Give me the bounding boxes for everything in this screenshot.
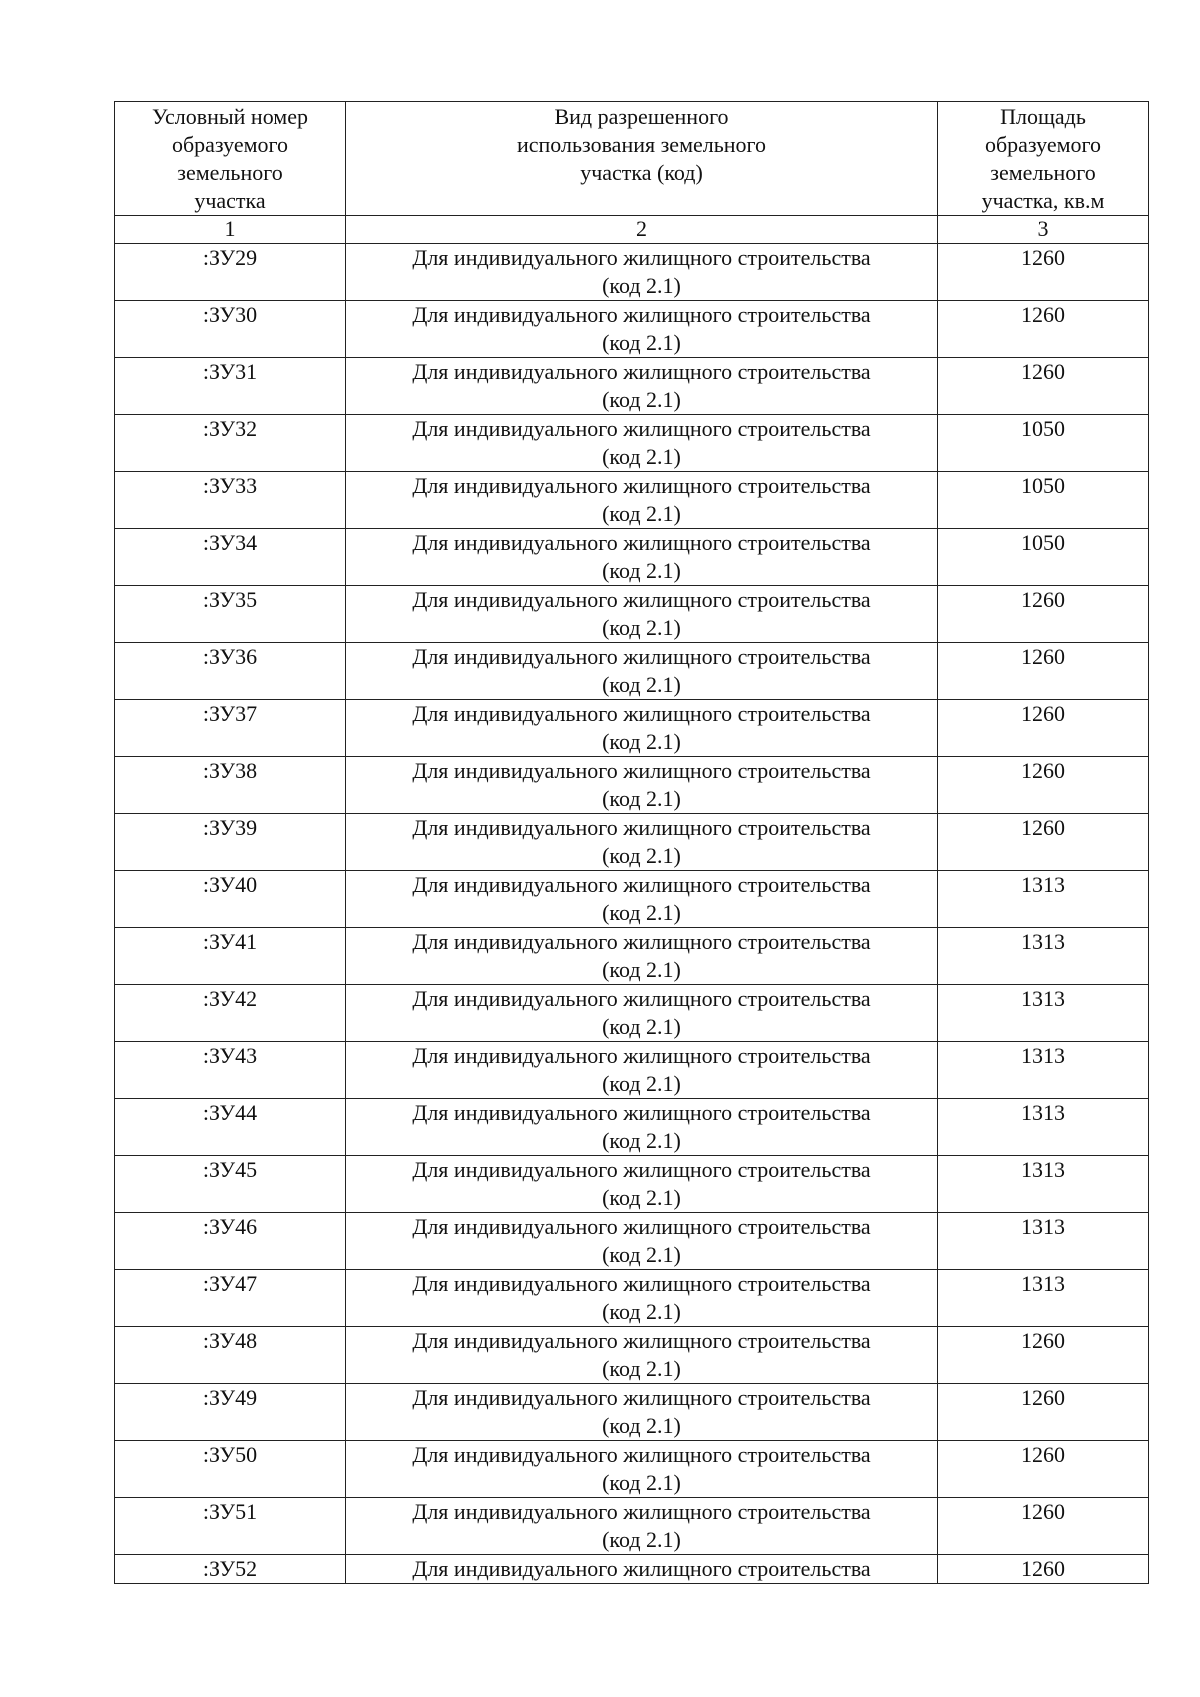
use-code-text: (код 2.1): [602, 1185, 681, 1210]
plot-number-cell: :ЗУ39: [115, 814, 346, 871]
permitted-use-cell: [346, 1498, 938, 1555]
table-row: [115, 1498, 1149, 1555]
use-code-text: (код 2.1): [602, 558, 681, 583]
permitted-use-text: Для индивидуального жилищного строительства: [412, 1271, 871, 1296]
plot-number-cell: :ЗУ38: [115, 757, 346, 814]
permitted-use-text: Для индивидуального жилищного строительства: [412, 530, 871, 555]
permitted-use-cell: [346, 1555, 938, 1584]
area-cell: 1313: [938, 985, 1149, 1042]
use-code-text: (код 2.1): [602, 1242, 681, 1267]
permitted-use-text: Для индивидуального жилищного строительства: [412, 1328, 871, 1353]
use-code-text: (код 2.1): [602, 957, 681, 982]
table-body: [115, 244, 1149, 1584]
use-code-text: (код 2.1): [602, 1014, 681, 1039]
plot-number-cell: :ЗУ29: [115, 244, 346, 301]
table-row: [115, 1156, 1149, 1213]
area-cell: 1260: [938, 757, 1149, 814]
area-cell: 1260: [938, 1384, 1149, 1441]
table-row: [115, 472, 1149, 529]
area-cell: 1313: [938, 1042, 1149, 1099]
permitted-use-text: Для индивидуального жилищного строительства: [412, 1385, 871, 1410]
use-code-text: (код 2.1): [602, 1413, 681, 1438]
table-row: [115, 1441, 1149, 1498]
permitted-use-cell: [346, 358, 938, 415]
use-code-text: (код 2.1): [602, 1299, 681, 1324]
area-cell: 1260: [938, 1498, 1149, 1555]
plot-number-cell: :ЗУ33: [115, 472, 346, 529]
permitted-use-text: Для индивидуального жилищного строительства: [412, 872, 871, 897]
table-row: [115, 643, 1149, 700]
permitted-use-cell: [346, 472, 938, 529]
plot-number-cell: :ЗУ31: [115, 358, 346, 415]
plot-number-cell: :ЗУ43: [115, 1042, 346, 1099]
permitted-use-cell: [346, 1213, 938, 1270]
area-cell: 1313: [938, 1270, 1149, 1327]
plot-number-cell: :ЗУ47: [115, 1270, 346, 1327]
table-row: [115, 814, 1149, 871]
header-plot-number: Условный номер образуемого земельного участка: [115, 102, 346, 216]
area-cell: 1050: [938, 415, 1149, 472]
table-row: [115, 1213, 1149, 1270]
land-plots-table: [114, 101, 1149, 1584]
column-number: 1: [115, 216, 346, 244]
plot-number-cell: :ЗУ32: [115, 415, 346, 472]
use-code-text: (код 2.1): [602, 786, 681, 811]
permitted-use-cell: [346, 301, 938, 358]
area-cell: 1260: [938, 1327, 1149, 1384]
permitted-use-text: Для индивидуального жилищного строительства: [412, 1157, 871, 1182]
plot-number-cell: :ЗУ40: [115, 871, 346, 928]
permitted-use-text: Для индивидуального жилищного строительства: [412, 815, 871, 840]
area-cell: 1313: [938, 871, 1149, 928]
permitted-use-cell: [346, 643, 938, 700]
permitted-use-text: Для индивидуального жилищного строительства: [412, 245, 871, 270]
area-cell: 1260: [938, 700, 1149, 757]
table-row: [115, 1384, 1149, 1441]
permitted-use-cell: [346, 700, 938, 757]
use-code-text: (код 2.1): [602, 330, 681, 355]
table-row: [115, 871, 1149, 928]
plot-number-cell: :ЗУ41: [115, 928, 346, 985]
permitted-use-cell: [346, 985, 938, 1042]
permitted-use-text: Для индивидуального жилищного строительства: [412, 1442, 871, 1467]
plot-number-cell: :ЗУ50: [115, 1441, 346, 1498]
area-cell: 1313: [938, 1099, 1149, 1156]
table-row: [115, 1327, 1149, 1384]
plot-number-cell: :ЗУ35: [115, 586, 346, 643]
permitted-use-text: Для индивидуального жилищного строительства: [412, 1214, 871, 1239]
permitted-use-text: Для индивидуального жилищного строительства: [412, 416, 871, 441]
table-row: [115, 586, 1149, 643]
permitted-use-text: Для индивидуального жилищного строительства: [412, 929, 871, 954]
use-code-text: (код 2.1): [602, 387, 681, 412]
area-cell: 1260: [938, 1555, 1149, 1584]
area-cell: 1260: [938, 643, 1149, 700]
header-area: Площадь образуемого земельного участка, кв.м: [938, 102, 1149, 216]
table-row: [115, 301, 1149, 358]
permitted-use-text: Для индивидуального жилищного строительства: [412, 758, 871, 783]
permitted-use-text: Для индивидуального жилищного строительства: [412, 701, 871, 726]
permitted-use-cell: [346, 928, 938, 985]
use-code-text: (код 2.1): [602, 843, 681, 868]
table-row: [115, 1099, 1149, 1156]
plot-number-cell: :ЗУ44: [115, 1099, 346, 1156]
column-number: 3: [938, 216, 1149, 244]
use-code-text: (код 2.1): [602, 1470, 681, 1495]
area-cell: 1050: [938, 529, 1149, 586]
use-code-text: (код 2.1): [602, 1128, 681, 1153]
permitted-use-text: Для индивидуального жилищного строительства: [412, 473, 871, 498]
plot-number-cell: :ЗУ49: [115, 1384, 346, 1441]
area-cell: 1260: [938, 244, 1149, 301]
permitted-use-text: Для индивидуального жилищного строительства: [412, 359, 871, 384]
permitted-use-text: Для индивидуального жилищного строительства: [412, 1043, 871, 1068]
plot-number-cell: :ЗУ37: [115, 700, 346, 757]
permitted-use-cell: [346, 1441, 938, 1498]
table-row: [115, 985, 1149, 1042]
permitted-use-cell: [346, 1327, 938, 1384]
permitted-use-text: Для индивидуального жилищного строительства: [412, 302, 871, 327]
table-row: [115, 1270, 1149, 1327]
header-row: [115, 102, 1149, 216]
area-cell: 1260: [938, 814, 1149, 871]
area-cell: 1050: [938, 472, 1149, 529]
permitted-use-text: Для индивидуального жилищного строительства: [412, 644, 871, 669]
permitted-use-cell: [346, 757, 938, 814]
plot-number-cell: :ЗУ52: [115, 1555, 346, 1584]
table-row: [115, 1555, 1149, 1584]
plot-number-cell: :ЗУ42: [115, 985, 346, 1042]
plot-number-cell: :ЗУ51: [115, 1498, 346, 1555]
permitted-use-cell: [346, 814, 938, 871]
area-cell: 1260: [938, 358, 1149, 415]
use-code-text: (код 2.1): [602, 273, 681, 298]
area-cell: 1313: [938, 928, 1149, 985]
use-code-text: (код 2.1): [602, 729, 681, 754]
table-row: [115, 244, 1149, 301]
permitted-use-cell: [346, 1156, 938, 1213]
permitted-use-text: Для индивидуального жилищного строительства: [412, 986, 871, 1011]
area-cell: 1260: [938, 586, 1149, 643]
permitted-use-text: Для индивидуального жилищного строительства: [412, 1556, 871, 1581]
plot-number-cell: :ЗУ48: [115, 1327, 346, 1384]
permitted-use-cell: [346, 1270, 938, 1327]
column-number-row: [115, 216, 1149, 244]
table-row: [115, 1042, 1149, 1099]
area-cell: 1313: [938, 1213, 1149, 1270]
permitted-use-cell: [346, 871, 938, 928]
plot-number-cell: :ЗУ46: [115, 1213, 346, 1270]
table-row: [115, 700, 1149, 757]
permitted-use-text: Для индивидуального жилищного строительства: [412, 1499, 871, 1524]
use-code-text: (код 2.1): [602, 501, 681, 526]
table-row: [115, 757, 1149, 814]
permitted-use-cell: [346, 1384, 938, 1441]
permitted-use-cell: [346, 415, 938, 472]
permitted-use-cell: [346, 1099, 938, 1156]
use-code-text: (код 2.1): [602, 672, 681, 697]
table-row: [115, 529, 1149, 586]
table-row: [115, 928, 1149, 985]
plot-number-cell: :ЗУ45: [115, 1156, 346, 1213]
area-cell: 1260: [938, 301, 1149, 358]
permitted-use-cell: [346, 586, 938, 643]
use-code-text: (код 2.1): [602, 1527, 681, 1552]
use-code-text: (код 2.1): [602, 1071, 681, 1096]
column-number: 2: [346, 216, 938, 244]
area-cell: 1313: [938, 1156, 1149, 1213]
plot-number-cell: :ЗУ30: [115, 301, 346, 358]
header-permitted-use: Вид разрешенного использования земельного участка (код): [346, 102, 938, 216]
table-row: [115, 358, 1149, 415]
permitted-use-cell: [346, 529, 938, 586]
permitted-use-cell: [346, 244, 938, 301]
use-code-text: (код 2.1): [602, 444, 681, 469]
permitted-use-text: Для индивидуального жилищного строительства: [412, 587, 871, 612]
use-code-text: (код 2.1): [602, 615, 681, 640]
use-code-text: (код 2.1): [602, 900, 681, 925]
use-code-text: (код 2.1): [602, 1356, 681, 1381]
area-cell: 1260: [938, 1441, 1149, 1498]
permitted-use-cell: [346, 1042, 938, 1099]
permitted-use-text: Для индивидуального жилищного строительства: [412, 1100, 871, 1125]
plot-number-cell: :ЗУ36: [115, 643, 346, 700]
plot-number-cell: :ЗУ34: [115, 529, 346, 586]
table-row: [115, 415, 1149, 472]
